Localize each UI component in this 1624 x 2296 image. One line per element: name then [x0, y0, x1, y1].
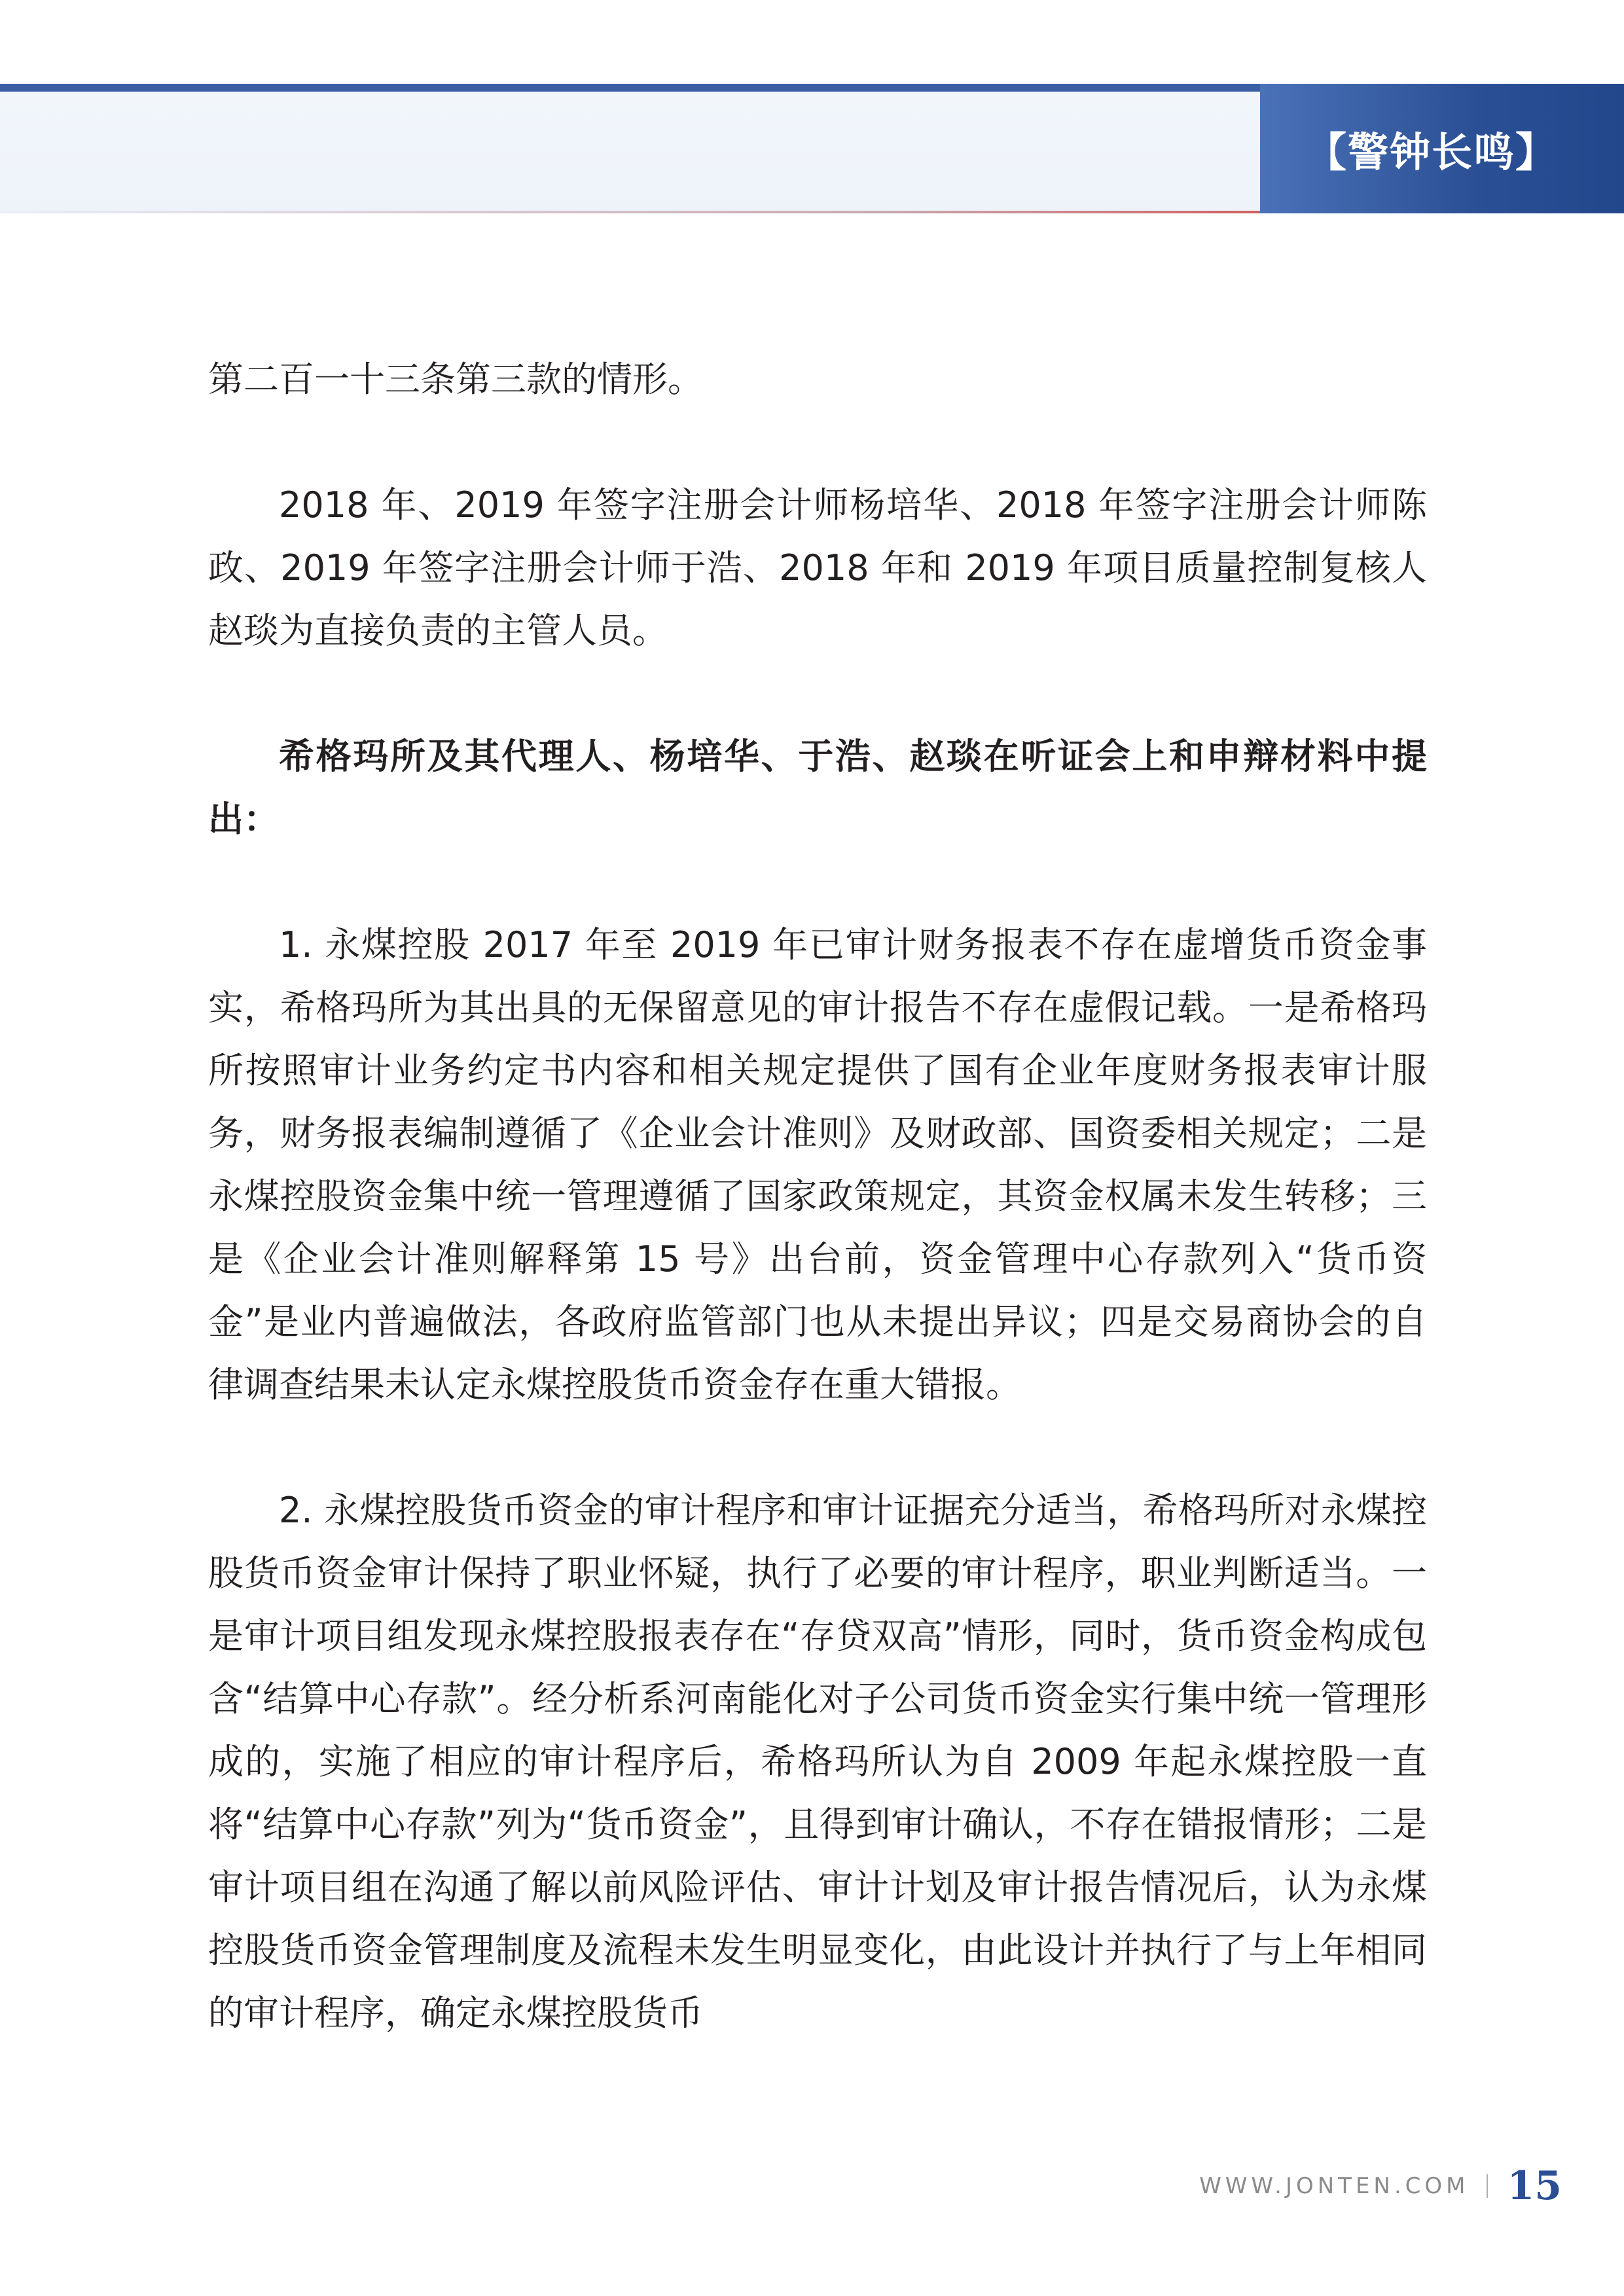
paragraph-continuation: 第二百一十三条第三款的情形。 — [208, 359, 703, 400]
paragraph-defense-heading: 希格玛所及其代理人、杨培华、于浩、赵琰在听证会上和申辩材料中提出： — [208, 736, 1427, 840]
footer-divider — [1487, 2174, 1488, 2198]
page-header — [0, 84, 1624, 213]
website-url: WWW.JONTEN.COM — [1199, 2173, 1470, 2199]
paragraph-responsible-persons: 2018 年、2019 年签字注册会计师杨培华、2018 年签字注册会计师陈政、2019 年签字注册会计师于浩、2018 年和 2019 年项目质量控制复核人赵琰为直接负责的主管人员。 — [208, 484, 1427, 651]
paragraph-defense-point-2: 2. 永煤控股货币资金的审计程序和审计证据充分适当，希格玛所对永煤控股货币资金审计保持了职业怀疑，执行了必要的审计程序，职业判断适当。一是审计项目组发现永煤控股报表存在“存贷双高”情形，同时，货币资金构成包含“结算中心存款”。经分析系河南能化对子公司货币资金实行集中统一管理形成的，实施了相应的审计程序后，希格玛所认为自 2009 年起永煤控股一直将“结算中心存款”列为“货币资金”，且得到审计确认，不存在错报情形；二是审计项目组在沟通了解以前风险评估、审计计划及审计报告情况后，认为永煤控股货币资金管理制度及流程未发生明显变化，由此设计并执行了与上年相同的审计程序，确定永煤控股货币 — [208, 1490, 1427, 2034]
header-banner — [0, 84, 1260, 213]
page-number: 15 — [1507, 2163, 1562, 2209]
page-footer — [1199, 2160, 1562, 2212]
section-tag-label: 【警钟长鸣】 — [1306, 128, 1558, 176]
section-tag — [1260, 84, 1624, 213]
paragraph-defense-point-1: 1. 永煤控股 2017 年至 2019 年已审计财务报表不存在虚增货币资金事实，希格玛所为其出具的无保留意见的审计报告不存在虚假记载。一是希格玛所按照审计业务约定书内容和相关规定提供了国有企业年度财务报表审计服务，财务报表编制遵循了《企业会计准则》及财政部、国资委相关规定；二是永煤控股资金集中统一管理遵循了国家政策规定，其资金权属未发生转移；三是《企业会计准则解释第 15 号》出台前，资金管理中心存款列入“货币资金”是业内普遍做法，各政府监管部门也从未提出异议；四是交易商协会的自律调查结果未认定永煤控股货币资金存在重大错报。 — [208, 924, 1427, 1405]
article-body — [208, 348, 1427, 2045]
